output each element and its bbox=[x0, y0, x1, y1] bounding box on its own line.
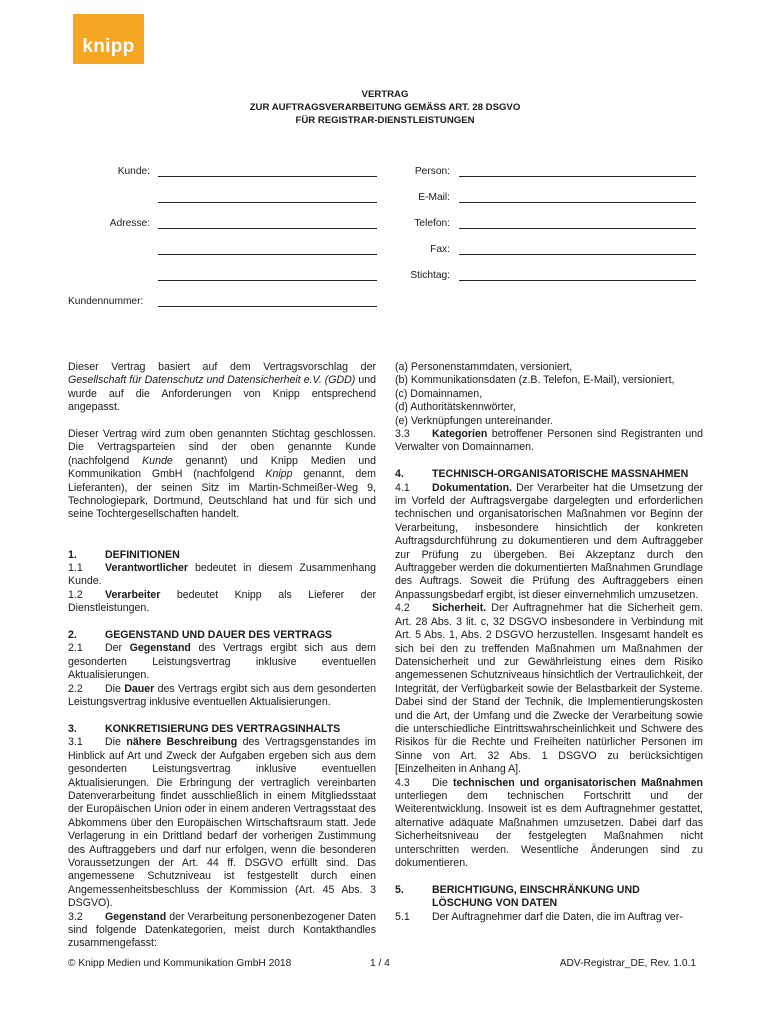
category-item-b: (b) Kommunikationsdaten (z.B. Telefon, E-Mail), versioniert, bbox=[395, 374, 675, 387]
clause-term: Gegenstand bbox=[105, 910, 167, 923]
intro-paragraph-2 bbox=[68, 428, 376, 522]
intro1-text: Dieser Vertrag basiert auf dem Vertragsvorschlag der bbox=[68, 361, 376, 373]
title-line-1: VERTRAG bbox=[361, 89, 409, 100]
clause-text: betroffener Personen sind Registranten und Verwalter von Domainnamen. bbox=[395, 428, 703, 454]
stichtag-line[interactable] bbox=[459, 280, 696, 281]
clause-4-3 bbox=[395, 777, 703, 871]
clause-text: Der bbox=[105, 642, 130, 655]
clause-term: Gegenstand bbox=[129, 642, 191, 655]
intro2-text-end: genannt, dem Lieferanten), der seinen Sitz im Martin-Schmeißer-Weg 9, Technologiepark, Dortmund, Deutschland hat und für sich und seine Tochtergesellschaften handelt. bbox=[68, 468, 376, 521]
title-line-3: FÜR REGISTRAR-DIENSTLEISTUNGEN bbox=[295, 115, 475, 126]
clause-text: des Vertrags ergibt sich aus dem gesonderten Leistungsvertrag inklusive eventuellen Aktualisierungen. bbox=[68, 682, 376, 709]
clause-2-1 bbox=[68, 642, 376, 682]
category-item-c: (c) Domainnamen, bbox=[395, 387, 483, 400]
clause-3-2 bbox=[68, 911, 376, 951]
section-number: 1. bbox=[68, 548, 77, 561]
kunde-term: Kunde bbox=[142, 454, 173, 467]
document-title bbox=[0, 88, 770, 127]
clause-text: Der Auftragnehmer darf die Daten, die im Auftrag ver- bbox=[432, 910, 683, 923]
clause-4-2 bbox=[395, 602, 703, 776]
stichtag-label: Stichtag: bbox=[410, 270, 450, 281]
clause-1-2 bbox=[68, 589, 376, 616]
clause-text: Die bbox=[105, 736, 127, 749]
email-line[interactable] bbox=[459, 202, 696, 203]
intro1-text-end: und wurde auf die Anforderungen von Knipp entsprechend angepasst. bbox=[68, 374, 376, 414]
person-label: Person: bbox=[414, 166, 450, 177]
clause-number: 1.1 bbox=[68, 562, 83, 575]
section-5-heading bbox=[395, 884, 703, 897]
clause-term: Sicherheit. bbox=[432, 602, 487, 615]
clause-term: Dauer bbox=[124, 682, 155, 695]
adresse-line-1[interactable] bbox=[158, 228, 377, 229]
section-title: KONKRETISIERUNG DES VERTRAGSINHALTS bbox=[105, 722, 341, 735]
person-line[interactable] bbox=[459, 176, 696, 177]
kunde-line-2[interactable] bbox=[158, 202, 377, 203]
clause-text: Die bbox=[105, 682, 125, 695]
section-title: TECHNISCH-ORGANISATORISCHE MASSNAHMEN bbox=[432, 468, 689, 481]
section-2-heading bbox=[68, 629, 376, 642]
adresse-line-2[interactable] bbox=[158, 254, 377, 255]
clause-number: 3.3 bbox=[395, 428, 410, 441]
telefon-label: Telefon: bbox=[414, 218, 450, 229]
clause-number: 1.2 bbox=[68, 588, 83, 601]
gdd-name: Gesellschaft für Datenschutz und Datensicherheit e.V. (GDD) bbox=[68, 374, 356, 387]
clause-number: 3.2 bbox=[68, 910, 83, 923]
clause-text: der Verarbeitung personenbezogener Daten sind folgende Datenkategorien, meist durch Kontakthandles zusammengefasst: bbox=[68, 910, 376, 950]
clause-3-1 bbox=[68, 736, 376, 910]
kundennummer-line[interactable] bbox=[158, 306, 377, 307]
title-line-2: ZUR AUFTRAGSVERARBEITUNG GEMÄSS ART. 28 DSGVO bbox=[249, 102, 521, 113]
clause-1-1 bbox=[68, 562, 376, 589]
clause-text: unterliegen dem technischen Fortschritt und der Weiterentwicklung. Insoweit ist es dem Auftragnehmer gestattet, alternative adäquate Maßnahmen umzusetzen. Dabei darf das Sicherheitsniveau der festgelegten Maßnahmen nicht unterschritten werden. Wesentliche Änderungen sind zu dokumentieren. bbox=[395, 789, 703, 870]
clause-text: des Vertragsgenstandes im Hinblick auf Art und Zweck der Aufgaben ergeben sich aus dem gesonderten Leistungsvertrag inklusive eventuellen Aktualisierungen. Die Erbringung der vertraglich vereinbarten Datenverarbeitung findet ausschließlich in einem Mitgliedsstaat der Europäischen Union oder in einem anderen Vertragsstaat des Abkommens über den Europäischen Wirtschaftsraum statt. Jede Verlagerung in ein Drittland bedarf der vorherigen Zustimmung des Auftraggebers und darf nur erfolgen, wenn die besonderen Voraussetzungen der Art. 44 ff. DSGVO erfüllt sind. Das angemessene Schutzniveau ist festgestellt durch einen Angemessenheitsbeschluss der Kommission (Art. 45 Abs. 3 DSGVO). bbox=[68, 736, 376, 910]
kunde-label: Kunde: bbox=[117, 166, 150, 177]
clause-number: 2.1 bbox=[68, 642, 83, 655]
clause-number: 4.2 bbox=[395, 602, 410, 615]
section-3-heading bbox=[68, 723, 376, 736]
adresse-line-3[interactable] bbox=[158, 280, 377, 281]
clause-5-1 bbox=[395, 911, 703, 924]
section-number: 4. bbox=[395, 468, 404, 481]
clause-term: Kategorien bbox=[432, 428, 488, 441]
clause-term: technischen und organisatorischen Maßnahmen bbox=[452, 776, 703, 789]
section-number: 5. bbox=[395, 883, 404, 896]
clause-text: Der Verarbeiter hat die Umsetzung der im Vorfeld der Auftragsvergabe dargelegten und erforderlichen technischen und organisatorischen Maßnahmen vor Beginn der Verarbeitung, insbesondere hinsichtlich der konkreten Auftragsdurchführung zu dokumentieren und dem Auftraggeber zur Prüfung zu übergeben. Bei Akzeptanz durch den Auftraggeber werden die dokumentierten Maßnahmen Grundlage des Auftrags. Soweit die Prüfung des Auftraggebers einen Anpassungsbedarf ergibt, ist dieser einvernehmlich umzusetzen. bbox=[395, 481, 703, 601]
intro-paragraph-1 bbox=[68, 361, 376, 415]
section-number: 3. bbox=[68, 722, 77, 735]
clause-text: des Vertrags ergibt sich aus dem gesonderten Leistungsvertrag inklusive eventuellen Aktualisierungen. bbox=[68, 642, 376, 682]
section-5-heading-line-2 bbox=[395, 897, 703, 910]
clause-number: 4.3 bbox=[395, 776, 410, 789]
kundennummer-label: Kundennummer: bbox=[68, 296, 144, 307]
telefon-line[interactable] bbox=[459, 228, 696, 229]
right-column bbox=[395, 361, 703, 924]
clause-term: Verarbeiter bbox=[105, 588, 161, 601]
category-item-d: (d) Authoritätskennwörter, bbox=[395, 401, 516, 414]
clause-text: Der Auftragnehmer hat die Sicherheit gem. Art. 28 Abs. 3 lit. c, 32 DSGVO insbesondere in Verbindung mit Art. 5 Abs. 1, Abs. 2 DSGVO herzustellen. Insgesamt handelt es sich bei den zu treffenden Maßnahmen um Maßnahmen der Datensicherheit und zur Gewährleistung eines dem Risiko angemessenen Schutzniveaus hinsichtlich der Vertraulichkeit, der Integrität, der Verfügbarkeit sowie der Belastbarkeit der Systeme. Dabei sind der Stand der Technik, die Implementierungskosten und die Art, der Umfang und die Zwecke der Verarbeitung sowie die unterschiedliche Eintrittswahrscheinlichkeit und Schwere des Risikos für die Rechte und Freiheiten natürlicher Personen im Sinne von Art. 32 Abs. 1 DSGVO zu berücksichtigen [Einzelheiten in Anhang A]. bbox=[395, 602, 703, 776]
clause-2-2 bbox=[68, 683, 376, 710]
clause-4-1 bbox=[395, 482, 703, 603]
clause-text: Die bbox=[432, 776, 453, 789]
section-1-heading bbox=[68, 549, 376, 562]
clause-term: nähere Beschreibung bbox=[126, 736, 238, 749]
section-title: LÖSCHUNG VON DATEN bbox=[432, 897, 558, 910]
section-title: DEFINITIONEN bbox=[105, 548, 180, 561]
clause-number: 4.1 bbox=[395, 481, 410, 494]
clause-number: 3.1 bbox=[68, 736, 83, 749]
kunde-line[interactable] bbox=[158, 176, 377, 177]
fax-line[interactable] bbox=[459, 254, 696, 255]
fax-label: Fax: bbox=[430, 244, 450, 255]
adresse-label: Adresse: bbox=[109, 218, 150, 229]
clause-text: bedeutet in diesem Zusammenhang Kunde. bbox=[68, 562, 376, 588]
section-4-heading bbox=[395, 468, 703, 481]
email-label: E-Mail: bbox=[418, 192, 450, 203]
clause-text: bedeutet Knipp als Lieferer der Dienstleistungen. bbox=[68, 588, 376, 615]
clause-term: Verantwortlicher bbox=[105, 562, 189, 575]
category-item-e: (e) Verknüpfungen untereinander. bbox=[395, 414, 553, 427]
section-title: GEGENSTAND UND DAUER DES VERTRAGS bbox=[105, 629, 332, 642]
knipp-logo: knipp bbox=[73, 14, 144, 64]
clause-number: 2.2 bbox=[68, 682, 83, 695]
footer-page-number: 1 / 4 bbox=[370, 958, 390, 969]
clause-number: 5.1 bbox=[395, 910, 410, 923]
left-column bbox=[68, 361, 376, 951]
clause-term: Dokumentation. bbox=[432, 481, 513, 494]
intro2-text: Dieser Vertrag wird zum oben genannten Stichtag geschlossen. Die Vertragsparteien sind der oben genannte Kunde (nachfolgend bbox=[68, 428, 376, 467]
section-number: 2. bbox=[68, 629, 77, 642]
section-title: BERICHTIGUNG, EINSCHRÄNKUNG UND bbox=[432, 883, 640, 896]
intro2-text-mid: genannt) und Knipp Medien und Kommunikation GmbH (nachfolgend bbox=[68, 454, 376, 481]
footer-copyright: © Knipp Medien und Kommunikation GmbH 2018 bbox=[68, 958, 292, 969]
footer-document-id: ADV-Registrar_DE, Rev. 1.0.1 bbox=[559, 958, 696, 969]
clause-3-3 bbox=[395, 428, 703, 455]
knipp-term: Knipp bbox=[265, 468, 293, 481]
category-item-a: (a) Personenstammdaten, versioniert, bbox=[395, 361, 573, 373]
